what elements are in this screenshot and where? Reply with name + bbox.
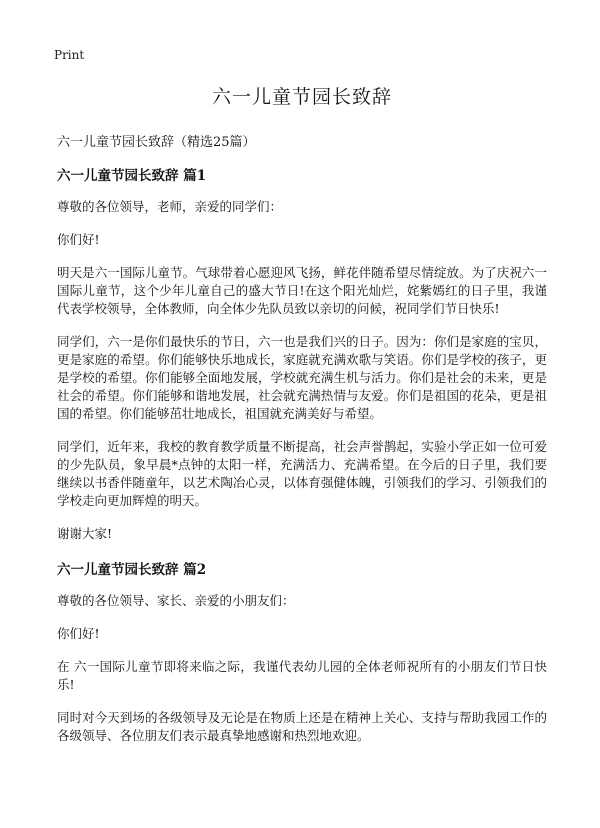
page-title: 六一儿童节园长致辞 [211,86,392,108]
section-heading: 六一儿童节园长致辞 篇2 [57,562,207,578]
paragraph: 在 六一国际儿童节即将来临之际，我谨代表幼儿园的全体老师祝所有的小朋友们节日快乐! [57,659,547,692]
paragraph: 明天是六一国际儿童节。气球带着心愿迎风飞扬，鲜花伴随希望尽情绽放。为了庆祝六一国际儿童节，这个少年儿童自己的盛大节日!在这个阳光灿烂，姹紫嫣红的日子里，我谨代表学校领导，全体教师，向全体少先队员致以亲切的问候，祝同学们节日快乐! [57,265,547,316]
document-page [57,82,547,760]
paragraph: 尊敬的各位领导、家长、亲爱的小朋友们： [57,593,295,608]
paragraph: 同学们，六一是你们最快乐的节日，六一也是我们兴的日子。因为：你们是家庭的宝贝，更是家庭的希望。你们能够快乐地成长，家庭就充满欢歌与笑语。你们是学校的孩子，更是学校的希望。你们能够全面地发展，学校就充满生机与活力。你们是社会的未来，更是社会的希望。你们能够和谐地发展，社会就充满热情与友爱。你们是祖国的花朵，更是祖国的希望。你们能够茁壮地成长，祖国就充满美好与希望。 [57,334,547,421]
section-1 [57,164,547,543]
paragraph: 你们好! [57,626,100,641]
paragraph: 同时对今天到场的各级领导及无论是在物质上还是在精神上关心、支持与帮助我园工作的各级领导、各位朋友们表示最真挚地感谢和热烈地欢迎。 [57,710,547,743]
print-link[interactable]: Print [54,48,85,62]
section-2 [57,558,547,745]
document-subtitle: 六一儿童节园长致辞（精选25篇） [57,135,256,150]
paragraph: 谢谢大家! [57,526,113,541]
paragraph: 尊敬的各位领导，老师，亲爱的同学们： [57,199,283,214]
paragraph: 同学们，近年来，我校的教育教学质量不断提高，社会声誉鹊起，实验小学正如一位可爱的少先队员，象早晨*点钟的太阳一样，充满活力、充满希望。在今后的日子里，我们要继续以书香伴随童年，以艺术陶冶心灵，以体育强健体魄，引领我们的学习、引领我们的学校走向更加辉煌的明天。 [57,439,547,508]
paragraph: 你们好! [57,232,100,247]
section-heading: 六一儿童节园长致辞 篇1 [57,168,207,184]
